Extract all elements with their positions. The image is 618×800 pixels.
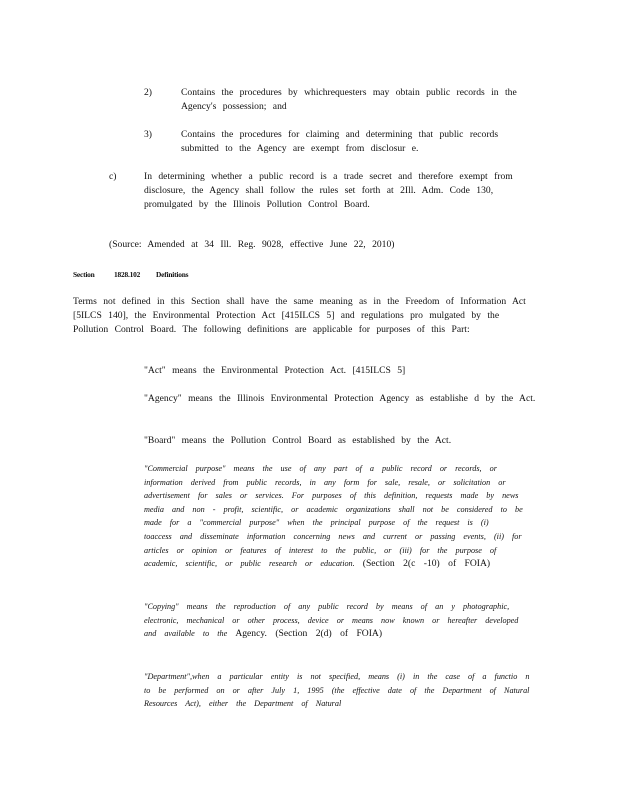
section-title: Definitions — [156, 270, 189, 279]
section-label: Section — [73, 270, 95, 279]
list-marker: c) — [109, 171, 117, 182]
definition-agency: "Agency" means the Illinois Environmental Protection Agency as establishe d by the Act. — [144, 393, 536, 404]
citation: Agency. (Section 2(d) of FOIA) — [235, 628, 383, 640]
list-marker: 3) — [144, 129, 152, 140]
definition-copying — [144, 600, 524, 641]
definition-text: "Commercial purpose" means the use of any part of a public record or records, or information derived from public records, in any form for sale, resale, or solicitation or advertisement for sales or services. For purposes of this definition, requests made by news media and non - profit, scientific, or academic organizations shall not be considered to be made for a "commercial purpose" when the principal purpose of the request is (i) toaccess and disseminate information concerning news and current or passing events, (ii) for articles or opinion or features of interest to the public, or (iii) for the purpose of academic, scientific, or public research or education. — [144, 464, 523, 569]
list-marker: 2) — [144, 87, 152, 98]
list-item-text: In determining whether a public record is a trade secret and therefore exempt from disclosure, the Agency shall follow the rules set forth at 2Ill. Adm. Code 130, promulgated by the Illinois Pollution Control Board. — [144, 171, 513, 210]
definition-commercial-purpose — [144, 462, 524, 571]
definition-department: "Department",when a particular entity is not specified, means (i) in the case of a functio n to be performed on or after July 1, 1995 (the effective date of the Department of Natural Resources Act), either the Department of Natural — [144, 672, 530, 709]
list-item-text: Contains the procedures by whichrequesters may obtain public records in the Agency's possession; and — [181, 87, 517, 112]
definition-text: "Copying" means the reproduction of any public record by means of an y photographic, electronic, mechanical or other process, device or means now known or hereafter developed and available to the — [144, 602, 519, 639]
source-note: (Source: Amended at 34 Ill. Reg. 9028, effective June 22, 2010) — [109, 239, 395, 250]
definition-act: "Act" means the Environmental Protection Act. [415ILCS 5] — [144, 365, 406, 376]
intro-paragraph: Terms not defined in this Section shall have the same meaning as in the Freedom of Information Act [5ILCS 140], the Environmental Protection Act [415ILCS 5] and regulations pro mulgated by the Pollution Control Board. The following definitions are applicable for purposes of this Part: — [73, 296, 526, 335]
list-item-text: Contains the procedures for claiming and determining that public records submitted to the Agency are exempt from disclosur e. — [181, 129, 499, 154]
section-number: 1828.102 — [114, 270, 141, 279]
citation: (Section 2(c -10) of FOIA) — [362, 558, 491, 570]
definition-board: "Board" means the Pollution Control Board as established by the Act. — [144, 435, 452, 446]
